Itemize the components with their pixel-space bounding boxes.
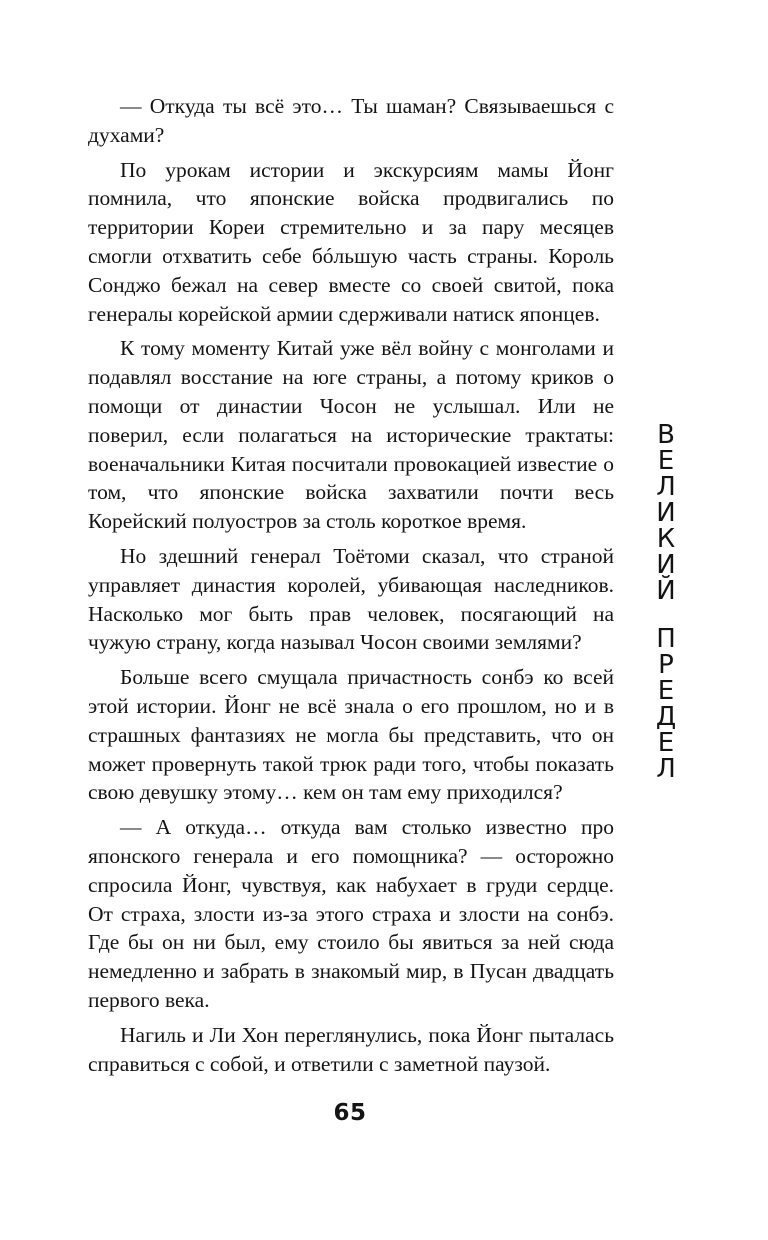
running-title-word-2 (648, 626, 684, 782)
title-letter: И (656, 498, 676, 528)
paragraph-4: Но здешний генерал Тоётоми сказал, что страной управляет династия королей, убивающая наследников. Насколько мог быть прав человек, посягающий на чужую страну, когда называл Чосон своими землями? (88, 543, 614, 655)
paragraph-5: Больше всего смущала причастность сонбэ ко всей этой истории. Йонг не всё знала о его прошлом, но и в страшных фантазиях не могла бы представить, что он может провернуть такой трюк ради того, чтобы показать свою девушку этому… кем он там ему приходился? (88, 665, 614, 805)
title-letter: Д (655, 702, 677, 732)
title-letter: Р (658, 650, 674, 680)
title-letter: К (656, 524, 676, 554)
title-letter: Й (656, 576, 676, 606)
title-letter: И (656, 550, 676, 580)
title-letter: Л (656, 472, 676, 502)
paragraph-1: — Откуда ты всё это… Ты шаман? Связываешься с духами? (88, 94, 614, 147)
title-letter: Е (657, 676, 675, 706)
title-letter: П (656, 624, 676, 654)
title-letter: В (657, 420, 675, 450)
paragraph-3: К тому моменту Китай уже вёл войну с монголами и подавлял восстание на юге страны, а потому криков о помощи от династии Чосон не услышал. Или не поверил, если полагаться на исторические трактаты: военачальники Китая посчитали провокацией известие о том, что японские войска захватили почти весь Корейский полуостров за столь короткое время. (88, 336, 614, 534)
title-letter: Е (657, 728, 675, 758)
title-letter: Л (656, 754, 676, 784)
paragraph-6: — А откуда… откуда вам столько известно про японского генерала и его помощника? — осторожно спросила Йонг, чувствуя, как набухает в груди сердце. От страха, злости из-за этого страха и злости на сонбэ. Где бы он ни был, ему стоило бы явиться за ней сюда немедленно и забрать в знакомый мир, в Пусан двадцать первого века. (88, 815, 614, 1012)
paragraph-7: Нагиль и Ли Хон переглянулись, пока Йонг пыталась справиться с собой, и ответили с заметной паузой. (88, 1022, 614, 1076)
running-title (648, 422, 684, 782)
page-number: 65 (333, 1100, 367, 1126)
running-title-word-1 (648, 422, 684, 604)
paragraph-2: По урокам истории и экскурсиям мамы Йонг помнила, что японские войска продвигались по территории Кореи стремительно и за пару месяцев смогли отхватить себе бóльшую часть страны. Король Сонджо бежал на север вместе со своей свитой, пока генералы корейской армии сдерживали натиск японцев. (88, 157, 614, 326)
body-text (88, 92, 614, 1084)
title-letter: Е (657, 446, 675, 476)
